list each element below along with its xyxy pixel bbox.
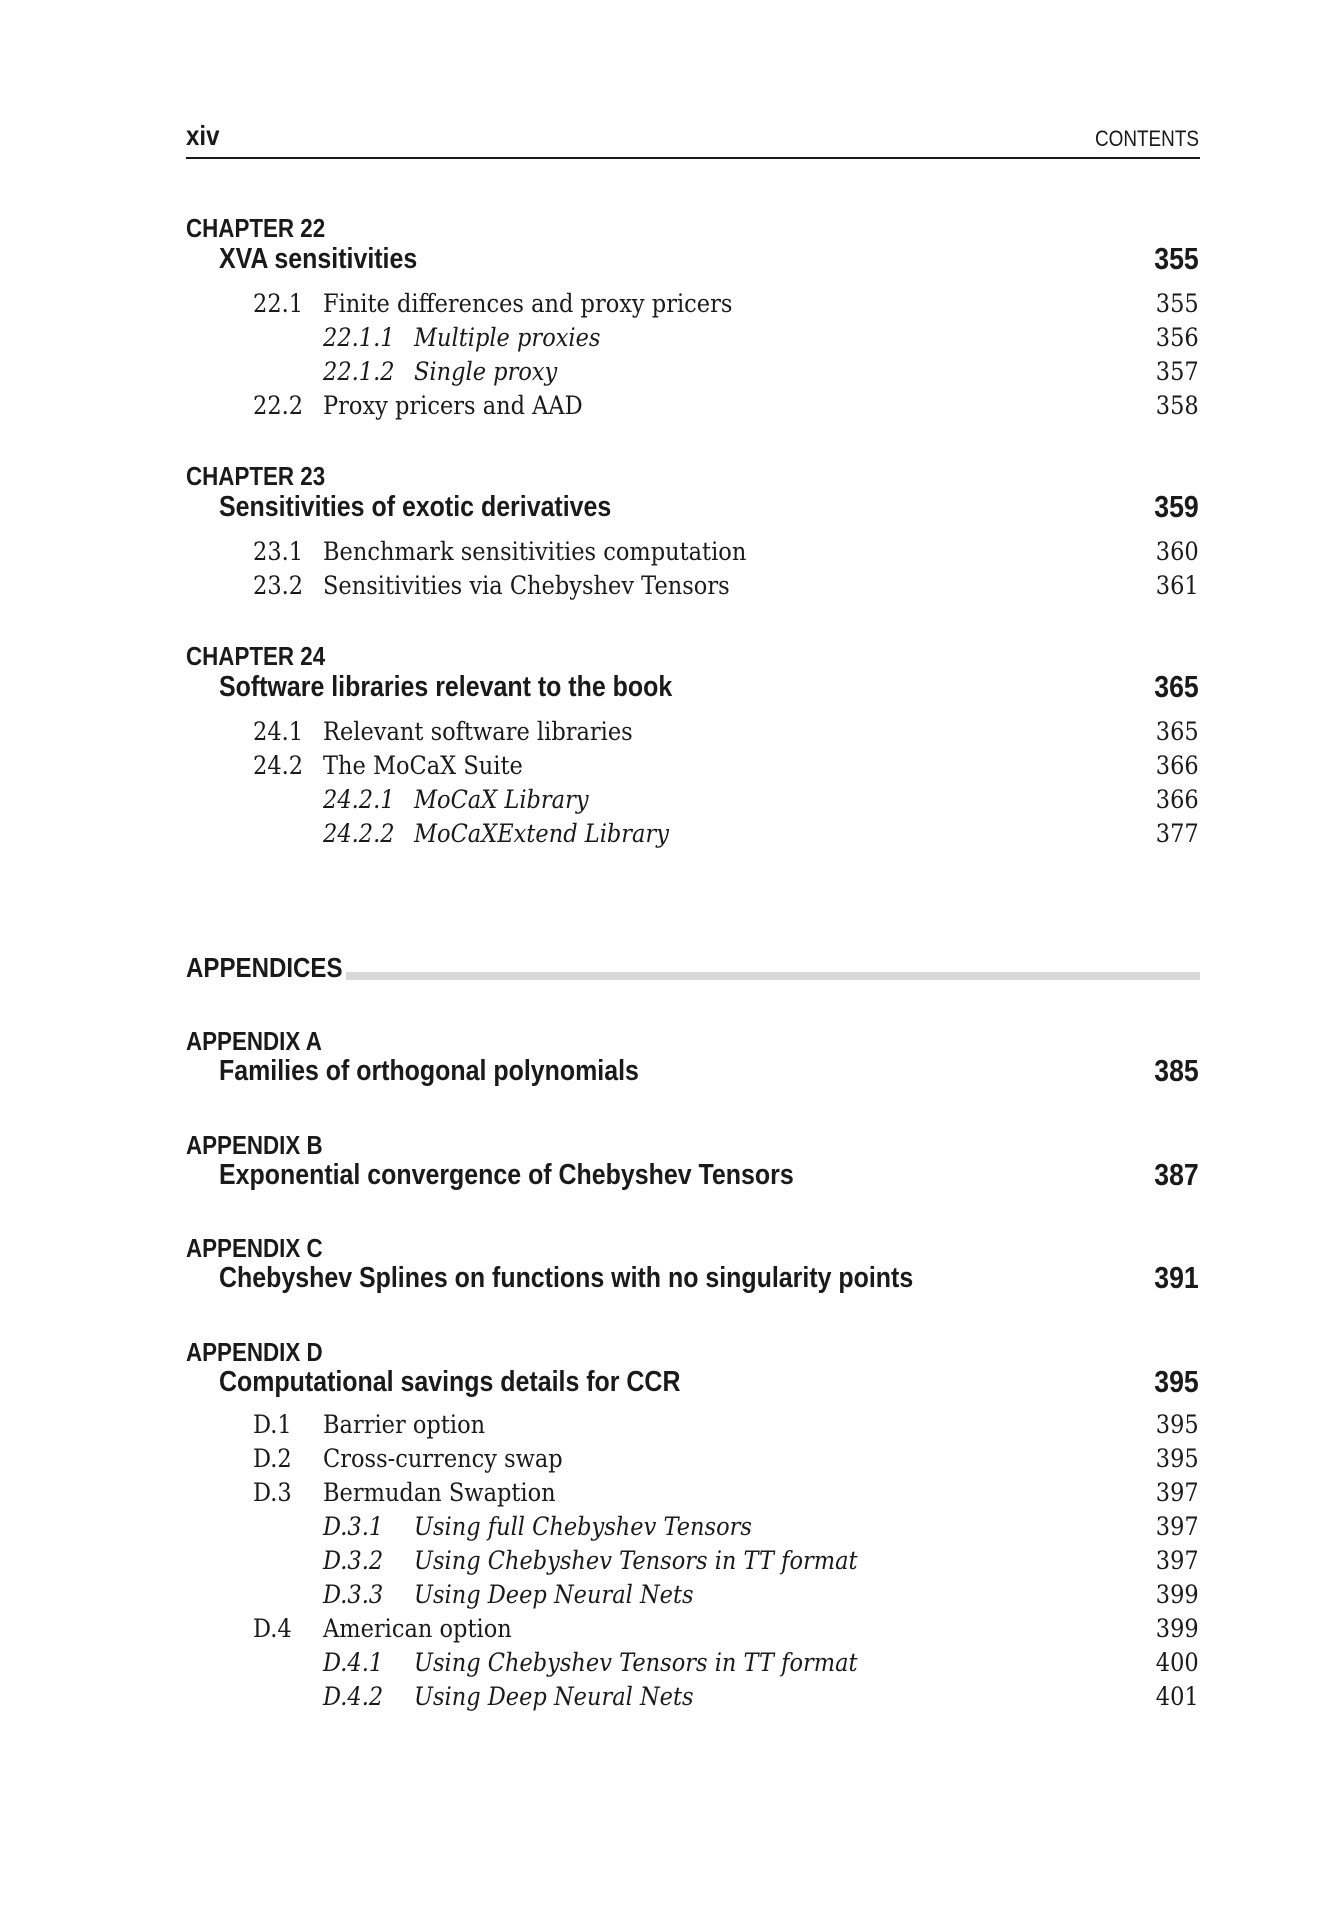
chapter-label: CHAPTER 22	[186, 213, 326, 243]
subsection-title[interactable]: Using Chebyshev Tensors in TT format	[414, 1546, 858, 1575]
section-number: D.3	[253, 1478, 292, 1507]
subsection-number: D.4.1	[323, 1648, 384, 1677]
section-title[interactable]: Sensitivities via Chebyshev Tensors	[323, 571, 730, 600]
subsection-title[interactable]: Using Deep Neural Nets	[414, 1682, 694, 1711]
appendix-page[interactable]: 391	[1154, 1260, 1199, 1295]
appendix-title[interactable]: Chebyshev Splines on functions with no singularity points	[219, 1262, 914, 1294]
page-number: xiv	[186, 120, 220, 151]
section-number: 23.2	[253, 571, 304, 600]
appendices-heading: APPENDICES	[186, 952, 343, 983]
appendix-label: APPENDIX C	[186, 1233, 323, 1263]
appendix-page[interactable]: 387	[1154, 1157, 1199, 1192]
section-title[interactable]: Proxy pricers and AAD	[323, 391, 583, 420]
section-number: D.4	[253, 1614, 292, 1643]
section-page[interactable]: 395	[1156, 1410, 1199, 1439]
subsection-number: D.3.3	[323, 1580, 384, 1609]
subsection-number: 22.1.2	[323, 357, 395, 386]
appendix-title[interactable]: Computational savings details for CCR	[219, 1366, 681, 1398]
appendix-label: APPENDIX A	[186, 1026, 322, 1056]
chapter-title[interactable]: Sensitivities of exotic derivatives	[219, 491, 612, 523]
subsection-number: 24.2.1	[323, 785, 395, 814]
section-page[interactable]: 397	[1156, 1478, 1199, 1507]
section-number: D.1	[253, 1410, 292, 1439]
subsection-title[interactable]: Using full Chebyshev Tensors	[414, 1512, 752, 1541]
section-page[interactable]: 358	[1156, 391, 1199, 420]
section-number: 23.1	[253, 537, 304, 566]
section-number: 24.2	[253, 751, 304, 780]
subsection-number: 24.2.2	[323, 819, 395, 848]
section-title[interactable]: Barrier option	[323, 1410, 486, 1439]
appendix-page[interactable]: 385	[1154, 1053, 1199, 1088]
chapter-page[interactable]: 355	[1154, 241, 1199, 276]
subsection-page[interactable]: 397	[1156, 1512, 1199, 1541]
subsection-title[interactable]: Multiple proxies	[414, 323, 601, 352]
subsection-number: D.4.2	[323, 1682, 384, 1711]
section-title[interactable]: Finite differences and proxy pricers	[323, 289, 733, 318]
subsection-title[interactable]: Single proxy	[414, 357, 558, 386]
section-title[interactable]: The MoCaX Suite	[323, 751, 523, 780]
header-rule	[186, 157, 1200, 159]
section-page[interactable]: 395	[1156, 1444, 1199, 1473]
section-page[interactable]: 365	[1156, 717, 1199, 746]
subsection-page[interactable]: 356	[1156, 323, 1199, 352]
chapter-title[interactable]: Software libraries relevant to the book	[219, 671, 673, 703]
running-title: CONTENTS	[1094, 126, 1199, 151]
chapter-title[interactable]: XVA sensitivities	[219, 243, 418, 275]
subsection-page[interactable]: 377	[1156, 819, 1199, 848]
subsection-title[interactable]: Using Chebyshev Tensors in TT format	[414, 1648, 858, 1677]
section-title[interactable]: Relevant software libraries	[323, 717, 633, 746]
subsection-page[interactable]: 366	[1156, 785, 1199, 814]
subsection-page[interactable]: 401	[1156, 1682, 1199, 1711]
section-number: 24.1	[253, 717, 304, 746]
subsection-number: D.3.1	[323, 1512, 384, 1541]
section-page[interactable]: 366	[1156, 751, 1199, 780]
subsection-page[interactable]: 357	[1156, 357, 1199, 386]
section-title[interactable]: Bermudan Swaption	[323, 1478, 556, 1507]
appendices-rule	[346, 972, 1200, 980]
appendix-page[interactable]: 395	[1154, 1364, 1199, 1399]
appendix-title[interactable]: Families of orthogonal polynomials	[219, 1055, 639, 1087]
section-title[interactable]: American option	[323, 1614, 512, 1643]
section-title[interactable]: Cross-currency swap	[323, 1444, 563, 1473]
appendix-label: APPENDIX B	[186, 1130, 323, 1160]
section-page[interactable]: 360	[1156, 537, 1199, 566]
section-page[interactable]: 399	[1156, 1614, 1199, 1643]
subsection-page[interactable]: 397	[1156, 1546, 1199, 1575]
section-page[interactable]: 361	[1156, 571, 1199, 600]
section-number: 22.2	[253, 391, 304, 420]
section-number: 22.1	[253, 289, 304, 318]
chapter-label: CHAPTER 23	[186, 461, 326, 491]
section-page[interactable]: 355	[1156, 289, 1199, 318]
subsection-title[interactable]: Using Deep Neural Nets	[414, 1580, 694, 1609]
appendix-label: APPENDIX D	[186, 1337, 323, 1367]
subsection-title[interactable]: MoCaX Library	[414, 785, 589, 814]
subsection-title[interactable]: MoCaXExtend Library	[414, 819, 669, 848]
subsection-page[interactable]: 399	[1156, 1580, 1199, 1609]
subsection-page[interactable]: 400	[1156, 1648, 1199, 1677]
section-number: D.2	[253, 1444, 292, 1473]
chapter-label: CHAPTER 24	[186, 641, 326, 671]
chapter-page[interactable]: 365	[1154, 669, 1199, 704]
section-title[interactable]: Benchmark sensitivities computation	[323, 537, 747, 566]
subsection-number: 22.1.1	[323, 323, 395, 352]
chapter-page[interactable]: 359	[1154, 489, 1199, 524]
subsection-number: D.3.2	[323, 1546, 384, 1575]
appendix-title[interactable]: Exponential convergence of Chebyshev Tensors	[219, 1159, 794, 1191]
